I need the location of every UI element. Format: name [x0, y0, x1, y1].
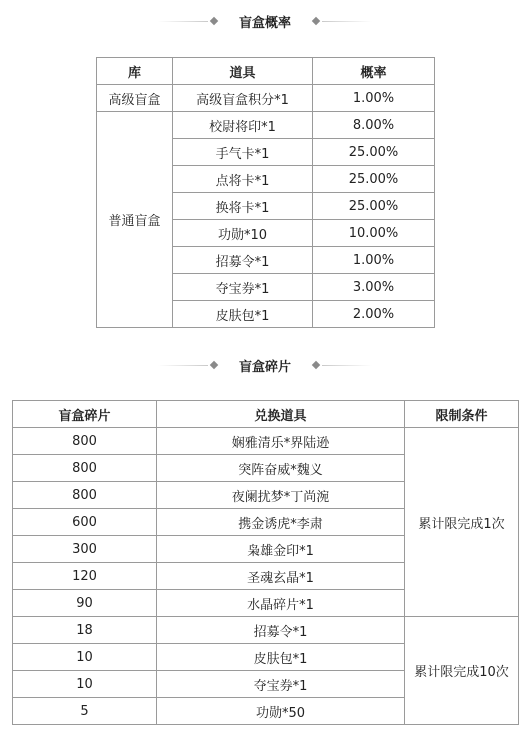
cost-cell: 10 [13, 644, 157, 671]
section-title-blindbox-rates [0, 10, 530, 34]
rate-cell: 25.00% [313, 193, 435, 220]
rate-cell: 25.00% [313, 166, 435, 193]
cost-cell: 90 [13, 590, 157, 617]
rate-cell: 2.00% [313, 301, 435, 328]
item-cell: 娴雅清乐*界陆逊 [157, 428, 405, 455]
rate-cell: 25.00% [313, 139, 435, 166]
table-row [97, 112, 435, 139]
section-heading: 盲盒概率 [238, 16, 291, 31]
rate-cell: 8.00% [313, 112, 435, 139]
cost-cell: 800 [13, 482, 157, 509]
item-cell: 高级盲盒积分*1 [173, 85, 313, 112]
column-header-library: 库 [97, 58, 173, 85]
table-row [13, 428, 519, 455]
cost-cell: 5 [13, 698, 157, 725]
item-cell: 手气卡*1 [173, 139, 313, 166]
table-header-row [97, 58, 435, 85]
rate-cell: 1.00% [313, 85, 435, 112]
rate-cell: 10.00% [313, 220, 435, 247]
rate-cell: 3.00% [313, 274, 435, 301]
table-row [97, 85, 435, 112]
item-cell: 校尉将印*1 [173, 112, 313, 139]
limit-cell: 累计限完成1次 [405, 428, 519, 617]
library-cell: 普通盲盒 [97, 112, 173, 328]
divider-line [322, 21, 372, 22]
cost-cell: 300 [13, 536, 157, 563]
item-cell: 夺宝券*1 [173, 274, 313, 301]
item-cell: 招募令*1 [173, 247, 313, 274]
cost-cell: 600 [13, 509, 157, 536]
rates-table [96, 57, 435, 328]
column-header-item: 道具 [173, 58, 313, 85]
cost-cell: 18 [13, 617, 157, 644]
item-cell: 突阵奋威*魏义 [157, 455, 405, 482]
library-cell: 高级盲盒 [97, 85, 173, 112]
item-cell: 功勋*10 [173, 220, 313, 247]
column-header-fragments: 盲盒碎片 [13, 401, 157, 428]
item-cell: 水晶碎片*1 [157, 590, 405, 617]
item-cell: 皮肤包*1 [157, 644, 405, 671]
item-cell: 点将卡*1 [173, 166, 313, 193]
cost-cell: 800 [13, 428, 157, 455]
exchange-table [12, 400, 519, 725]
divider-line [322, 365, 372, 366]
table-row [13, 617, 519, 644]
item-cell: 圣魂玄晶*1 [157, 563, 405, 590]
section-title-blindbox-fragments [0, 354, 530, 378]
item-cell: 枭雄金印*1 [157, 536, 405, 563]
cost-cell: 800 [13, 455, 157, 482]
item-cell: 皮肤包*1 [173, 301, 313, 328]
item-cell: 换将卡*1 [173, 193, 313, 220]
section-heading: 盲盒碎片 [238, 360, 291, 375]
column-header-rate: 概率 [313, 58, 435, 85]
item-cell: 夺宝券*1 [157, 671, 405, 698]
item-cell: 夜阑扰梦*丁尚涴 [157, 482, 405, 509]
cost-cell: 10 [13, 671, 157, 698]
item-cell: 功勋*50 [157, 698, 405, 725]
column-header-limit: 限制条件 [405, 401, 519, 428]
column-header-exchange-item: 兑换道具 [157, 401, 405, 428]
table-header-row [13, 401, 519, 428]
limit-cell: 累计限完成10次 [405, 617, 519, 725]
item-cell: 携金诱虎*李肃 [157, 509, 405, 536]
rate-cell: 1.00% [313, 247, 435, 274]
item-cell: 招募令*1 [157, 617, 405, 644]
cost-cell: 120 [13, 563, 157, 590]
